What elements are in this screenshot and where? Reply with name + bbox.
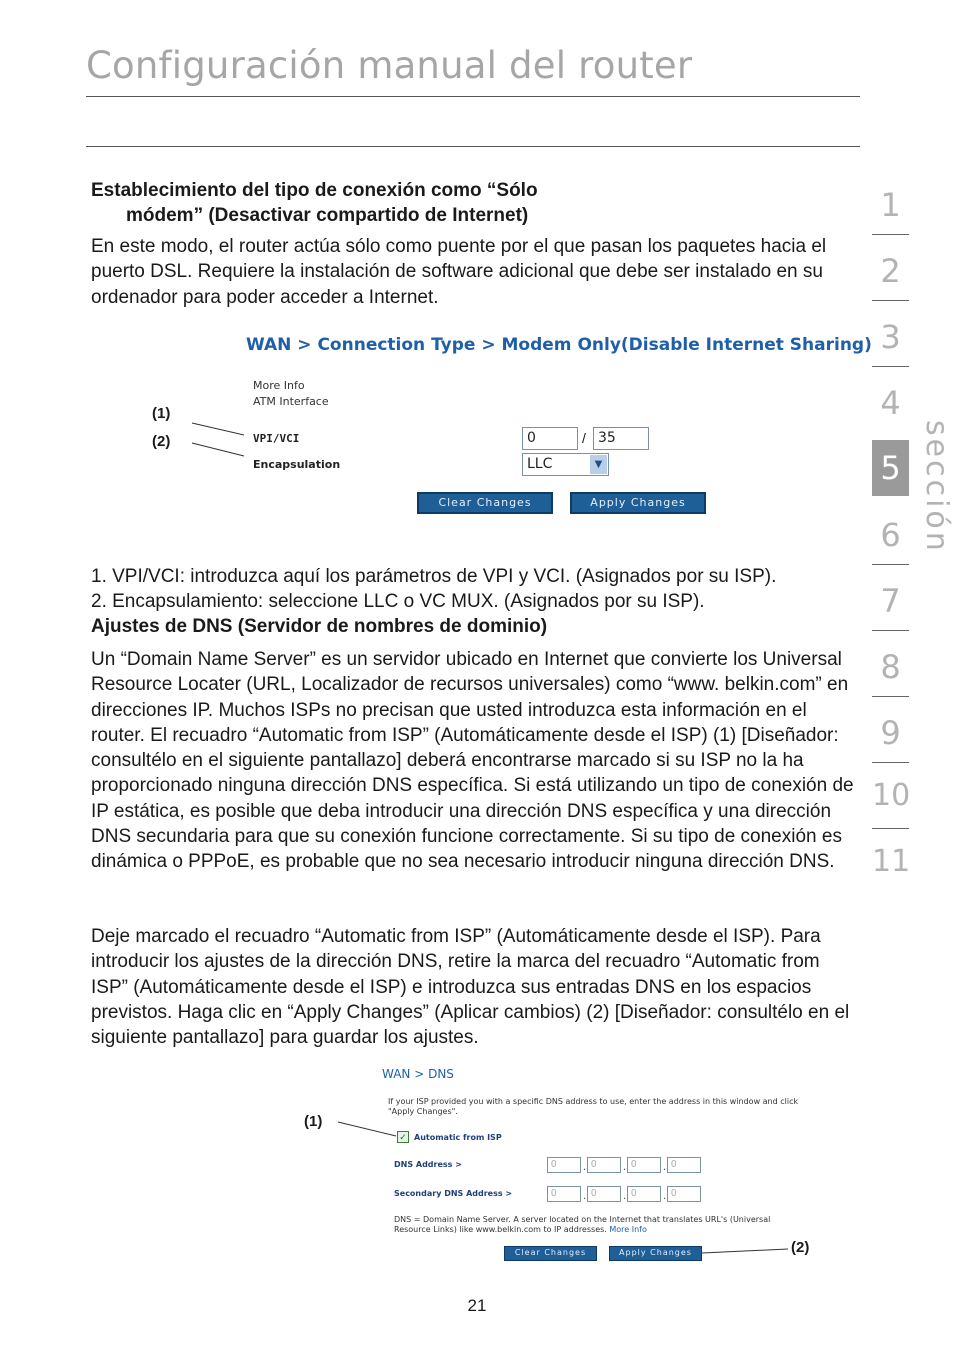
dns-octet-input[interactable]: 0 <box>587 1157 621 1173</box>
section1-heading-line1: Establecimiento del tipo de conexión como “Sólo <box>91 180 538 201</box>
secondary-dns-label: Secondary DNS Address > <box>394 1189 513 1198</box>
nav-section-9[interactable]: 9 <box>880 714 901 752</box>
section1-paragraph: En este modo, el router actúa sólo como puente por el que pasan los paquetes hacia el puerto DSL. Requiere la instalación de software adicional que debe ser instalado en su ordenador para poder acceder a Internet. <box>91 236 827 308</box>
automatic-from-isp-label: Automatic from ISP <box>414 1133 502 1142</box>
nav-divider <box>872 564 909 565</box>
list-item: 1. VPI/VCI: introduzca aquí los parámetros de VPI y VCI. (Asignados por su ISP). <box>91 566 777 587</box>
atm-interface-label: ATM Interface <box>253 395 329 408</box>
section-label: sección <box>919 420 954 554</box>
nav-section-7[interactable]: 7 <box>880 582 901 620</box>
encapsulation-select[interactable] <box>522 453 609 476</box>
nav-divider <box>872 234 909 235</box>
encapsulation-label: Encapsulation <box>253 458 341 471</box>
nav-section-8[interactable]: 8 <box>880 648 901 686</box>
section1-heading <box>91 178 866 229</box>
secondary-dns-octet-input[interactable]: 0 <box>627 1186 661 1202</box>
callout-1: (1) <box>304 1113 323 1130</box>
section2-paragraph1: Un “Domain Name Server” es un servidor ubicado en Internet que convierte los Universal Resource Locater (URL, Localizador de recursos universales) como “www. belkin.com” en direcciones IP. Muchos ISPs no precisan que usted introduzca esta información en el router. El recuadro “Automatic from ISP” (Automáticamente desde el ISP) (1) [Diseñador: consultélo en el siguiente pantallazo] deberá encontrarse marcado si su ISP no la ha proporcionado ninguna dirección DNS específica. Si está utilizando un tipo de conexión de IP estática, es posible que deba introducir una dirección DNS específica y una dirección DNS secundaria para que su conexión funcione correctamente. Si su tipo de conexión es dinámica o PPPoE, es probable que no sea necesario introducir ninguna dirección DNS. <box>91 649 854 873</box>
nav-section-10[interactable]: 10 <box>872 778 911 813</box>
callout-2: (2) <box>152 433 171 450</box>
callout-lines <box>190 420 250 460</box>
nav-divider <box>872 366 909 367</box>
dns-footnote-text: DNS = Domain Name Server. A server located on the Internet that translates URL's (Universal Resource Links) like www.belkin.com to IP addresses. <box>394 1215 771 1234</box>
nav-section-2[interactable]: 2 <box>880 252 901 290</box>
chevron-down-icon[interactable]: ▼ <box>590 455 607 474</box>
vpi-vci-label: VPI/VCI <box>253 432 300 445</box>
page-title: Configuración manual del router <box>86 44 693 87</box>
clear-changes-button[interactable]: Clear Changes <box>504 1246 597 1261</box>
screenshot2-title: WAN > DNS <box>382 1067 454 1081</box>
nav-section-6[interactable]: 6 <box>880 516 901 554</box>
page-number: 21 <box>467 1296 487 1315</box>
dns-intro-text: If your ISP provided you with a specific DNS address to use, enter the address in this window and click "Apply Changes". <box>388 1097 799 1116</box>
nav-divider <box>872 696 909 697</box>
octet-dot: . <box>623 1161 627 1173</box>
nav-divider <box>872 828 909 829</box>
vci-input[interactable]: 35 <box>593 427 649 450</box>
vpi-input[interactable]: 0 <box>522 427 578 450</box>
octet-dot: . <box>663 1161 667 1173</box>
nav-section-4[interactable]: 4 <box>880 384 901 422</box>
octet-dot: . <box>623 1190 627 1202</box>
screenshot1-title: WAN > Connection Type > Modem Only(Disable Internet Sharing) <box>246 335 872 355</box>
secondary-dns-octet-input[interactable]: 0 <box>547 1186 581 1202</box>
vpi-vci-separator: / <box>582 430 586 446</box>
dns-octet-input[interactable]: 0 <box>667 1157 701 1173</box>
dns-octet-input[interactable]: 0 <box>627 1157 661 1173</box>
octet-dot: . <box>583 1190 587 1202</box>
octet-dot: . <box>663 1190 667 1202</box>
nav-section-11[interactable]: 11 <box>872 844 911 879</box>
section2-heading: Ajustes de DNS (Servidor de nombres de dominio) <box>91 616 548 637</box>
nav-section-1[interactable]: 1 <box>880 186 901 224</box>
secondary-dns-octet-input[interactable]: 0 <box>667 1186 701 1202</box>
callout-2: (2) <box>791 1239 810 1256</box>
encapsulation-value: LLC <box>527 456 553 472</box>
nav-divider <box>872 300 909 301</box>
callout-1: (1) <box>152 405 171 422</box>
automatic-from-isp-checkbox[interactable]: ✓ <box>397 1131 409 1143</box>
apply-changes-button[interactable]: Apply Changes <box>570 492 706 514</box>
list-item: 2. Encapsulamiento: seleccione LLC o VC MUX. (Asignados por su ISP). <box>91 591 705 612</box>
dns-octet-input[interactable]: 0 <box>547 1157 581 1173</box>
octet-dot: . <box>583 1161 587 1173</box>
callout-lines <box>336 1118 816 1258</box>
dns-address-label: DNS Address > <box>394 1160 462 1169</box>
nav-divider <box>872 762 909 763</box>
more-info-link[interactable]: More Info <box>609 1225 647 1234</box>
header-divider <box>86 96 860 97</box>
nav-divider <box>872 630 909 631</box>
more-info-link[interactable]: More Info <box>253 379 305 392</box>
secondary-dns-octet-input[interactable]: 0 <box>587 1186 621 1202</box>
content-divider <box>86 146 860 147</box>
section1-heading-line2: módem” (Desactivar compartido de Internet) <box>126 205 529 227</box>
clear-changes-button[interactable]: Clear Changes <box>417 492 553 514</box>
section2-paragraph2: Deje marcado el recuadro “Automatic from ISP” (Automáticamente desde el ISP). Para introducir los ajustes de la dirección DNS, retire la marca del recuadro “Automatic from ISP” (Automáticamente desde el ISP) e introduzca sus entradas DNS en los espacios previstos. Haga clic en “Apply Changes” (Aplicar cambios) (2) [Diseñador: consultélo en el siguiente pantallazo] para guardar los ajustes. <box>91 926 850 1049</box>
nav-section-5-active[interactable]: 5 <box>872 440 909 496</box>
apply-changes-button[interactable]: Apply Changes <box>609 1246 702 1261</box>
nav-section-3[interactable]: 3 <box>880 318 901 356</box>
